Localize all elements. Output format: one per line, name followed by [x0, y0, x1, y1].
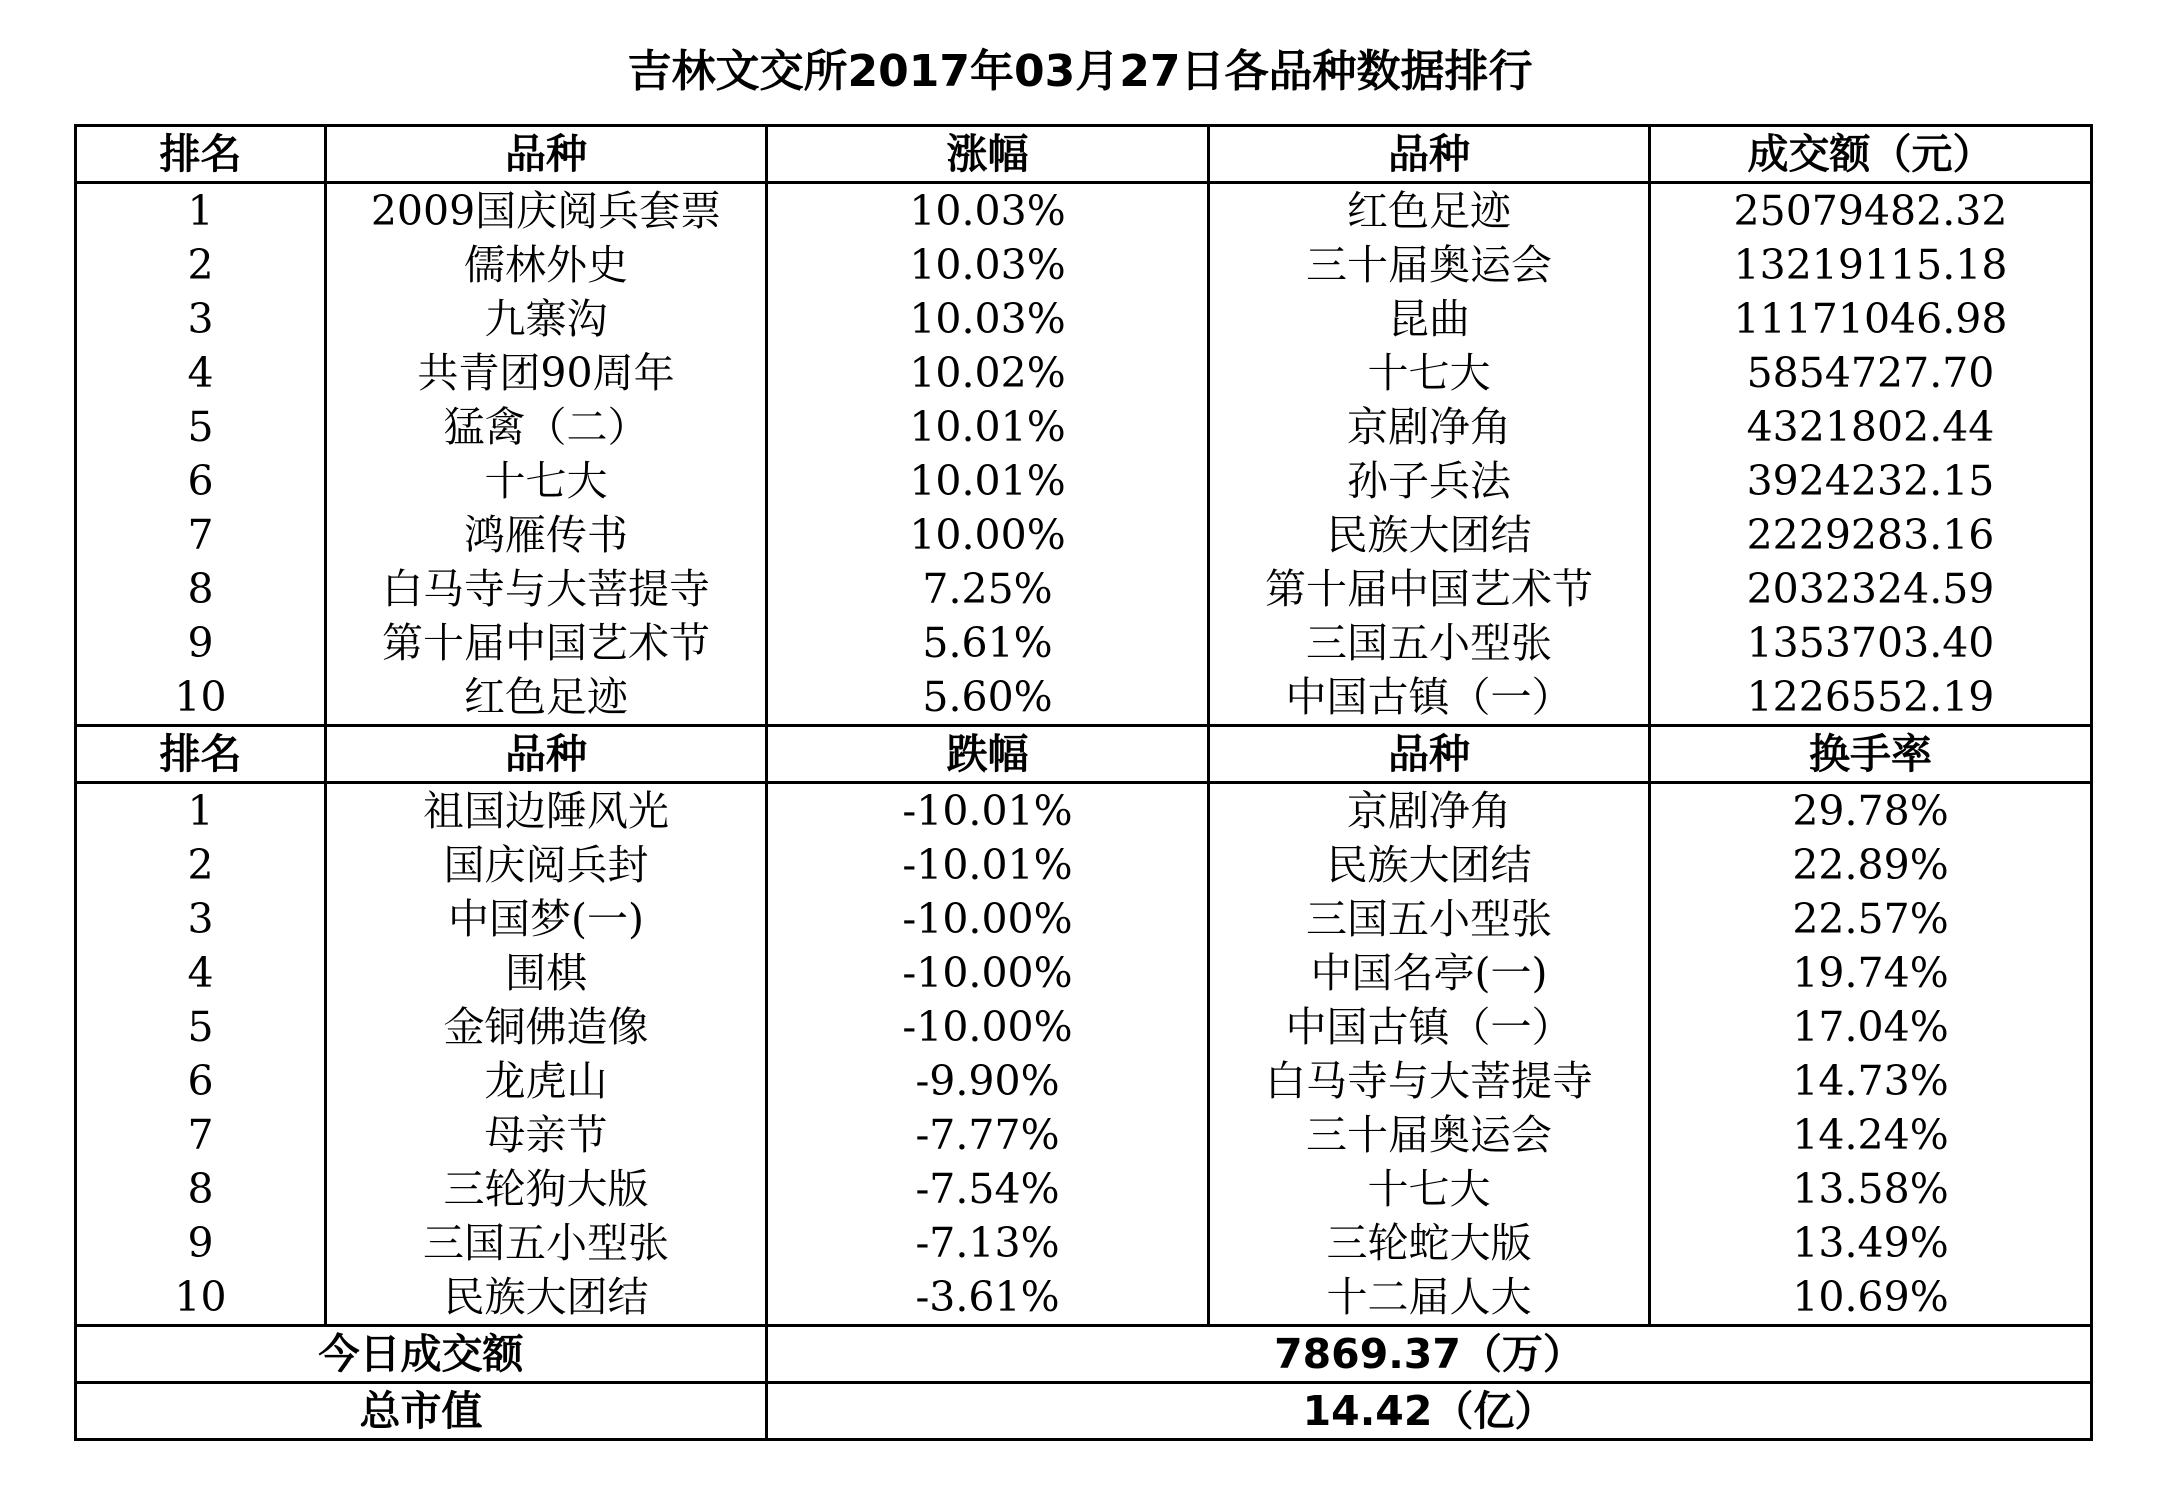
table-row	[76, 1270, 2092, 1326]
rank-cell: 6	[76, 1054, 326, 1108]
item-cell: 中国梦(一)	[326, 892, 767, 946]
table-row	[76, 1054, 2092, 1108]
change-cell: -7.77%	[767, 1108, 1209, 1162]
item-cell: 红色足迹	[326, 670, 767, 726]
value-cell: 13219115.18	[1650, 238, 2092, 292]
rank-cell: 4	[76, 346, 326, 400]
item-cell: 民族大团结	[1209, 838, 1650, 892]
summary-row-market	[76, 1383, 2092, 1440]
value-cell: 1226552.19	[1650, 670, 2092, 726]
item-cell: 白马寺与大菩提寺	[1209, 1054, 1650, 1108]
change-cell: -7.54%	[767, 1162, 1209, 1216]
rank-cell: 2	[76, 838, 326, 892]
item-cell: 十七大	[1209, 1162, 1650, 1216]
loss-header-row	[76, 726, 2092, 783]
item-cell: 京剧净角	[1209, 783, 1650, 839]
value-cell: 14.24%	[1650, 1108, 2092, 1162]
table-row	[76, 1162, 2092, 1216]
gain-header-row	[76, 126, 2092, 183]
table-row	[76, 1216, 2092, 1270]
value-cell: 13.49%	[1650, 1216, 2092, 1270]
item-cell: 中国名亭(一)	[1209, 946, 1650, 1000]
value-cell: 10.69%	[1650, 1270, 2092, 1326]
item-cell: 第十届中国艺术节	[326, 616, 767, 670]
item-cell: 昆曲	[1209, 292, 1650, 346]
header-rank: 排名	[76, 126, 326, 183]
summary-row-today	[76, 1326, 2092, 1383]
gain-rows	[76, 183, 2092, 726]
value-cell: 13.58%	[1650, 1162, 2092, 1216]
change-cell: -9.90%	[767, 1054, 1209, 1108]
change-cell: 10.03%	[767, 292, 1209, 346]
item-cell: 鸿雁传书	[326, 508, 767, 562]
change-cell: 10.01%	[767, 454, 1209, 508]
change-cell: 7.25%	[767, 562, 1209, 616]
table-row	[76, 454, 2092, 508]
item-cell: 三国五小型张	[1209, 892, 1650, 946]
rank-cell: 5	[76, 1000, 326, 1054]
table-row	[76, 946, 2092, 1000]
item-cell: 红色足迹	[1209, 183, 1650, 239]
item-cell: 京剧净角	[1209, 400, 1650, 454]
value-cell: 3924232.15	[1650, 454, 2092, 508]
item-cell: 国庆阅兵封	[326, 838, 767, 892]
value-cell: 25079482.32	[1650, 183, 2092, 239]
value-cell: 4321802.44	[1650, 400, 2092, 454]
item-cell: 猛禽（二）	[326, 400, 767, 454]
value-cell: 29.78%	[1650, 783, 2092, 839]
item-cell: 十七大	[326, 454, 767, 508]
rank-cell: 3	[76, 892, 326, 946]
table-row	[76, 562, 2092, 616]
item-cell: 第十届中国艺术节	[1209, 562, 1650, 616]
item-cell: 中国古镇（一）	[1209, 670, 1650, 726]
table-row	[76, 292, 2092, 346]
change-cell: 10.02%	[767, 346, 1209, 400]
value-cell: 2032324.59	[1650, 562, 2092, 616]
item-cell: 民族大团结	[1209, 508, 1650, 562]
rank-cell: 7	[76, 1108, 326, 1162]
header-gain: 涨幅	[767, 126, 1209, 183]
value-cell: 5854727.70	[1650, 346, 2092, 400]
item-cell: 三国五小型张	[1209, 616, 1650, 670]
rank-cell: 10	[76, 1270, 326, 1326]
rank-cell: 6	[76, 454, 326, 508]
item-cell: 龙虎山	[326, 1054, 767, 1108]
change-cell: 5.60%	[767, 670, 1209, 726]
loss-rows	[76, 783, 2092, 1326]
item-cell: 十七大	[1209, 346, 1650, 400]
table-row	[76, 1108, 2092, 1162]
rank-cell: 9	[76, 616, 326, 670]
value-cell: 14.73%	[1650, 1054, 2092, 1108]
change-cell: -10.00%	[767, 1000, 1209, 1054]
value-cell: 22.89%	[1650, 838, 2092, 892]
table-row	[76, 783, 2092, 839]
item-cell: 三国五小型张	[326, 1216, 767, 1270]
item-cell: 金铜佛造像	[326, 1000, 767, 1054]
header-item: 品种	[326, 726, 767, 783]
table-row	[76, 838, 2092, 892]
rank-cell: 8	[76, 1162, 326, 1216]
header-item: 品种	[326, 126, 767, 183]
rank-cell: 4	[76, 946, 326, 1000]
change-cell: -10.00%	[767, 892, 1209, 946]
rank-cell: 8	[76, 562, 326, 616]
value-cell: 1353703.40	[1650, 616, 2092, 670]
rank-cell: 10	[76, 670, 326, 726]
table-row	[76, 1000, 2092, 1054]
table-row	[76, 892, 2092, 946]
rank-cell: 9	[76, 1216, 326, 1270]
item-cell: 儒林外史	[326, 238, 767, 292]
item-cell: 中国古镇（一）	[1209, 1000, 1650, 1054]
item-cell: 白马寺与大菩提寺	[326, 562, 767, 616]
rank-cell: 7	[76, 508, 326, 562]
change-cell: -10.00%	[767, 946, 1209, 1000]
header-item: 品种	[1209, 126, 1650, 183]
rank-cell: 3	[76, 292, 326, 346]
change-cell: -10.01%	[767, 838, 1209, 892]
value-cell: 22.57%	[1650, 892, 2092, 946]
item-cell: 三轮狗大版	[326, 1162, 767, 1216]
item-cell: 2009国庆阅兵套票	[326, 183, 767, 239]
change-cell: 10.00%	[767, 508, 1209, 562]
header-loss: 跌幅	[767, 726, 1209, 783]
item-cell: 三十届奥运会	[1209, 1108, 1650, 1162]
item-cell: 围棋	[326, 946, 767, 1000]
ranking-table	[74, 124, 2093, 1441]
today-turnover-label: 今日成交额	[76, 1326, 767, 1383]
change-cell: -3.61%	[767, 1270, 1209, 1326]
value-cell: 17.04%	[1650, 1000, 2092, 1054]
header-turnover-rate: 换手率	[1650, 726, 2092, 783]
table-row	[76, 508, 2092, 562]
table-row	[76, 616, 2092, 670]
change-cell: 10.03%	[767, 183, 1209, 239]
table-row	[76, 346, 2092, 400]
item-cell: 共青团90周年	[326, 346, 767, 400]
header-turnover-amount: 成交额（元）	[1650, 126, 2092, 183]
table-row	[76, 183, 2092, 239]
change-cell: 10.03%	[767, 238, 1209, 292]
change-cell: 10.01%	[767, 400, 1209, 454]
change-cell: -10.01%	[767, 783, 1209, 839]
rank-cell: 2	[76, 238, 326, 292]
item-cell: 三轮蛇大版	[1209, 1216, 1650, 1270]
table-row	[76, 670, 2092, 726]
item-cell: 十二届人大	[1209, 1270, 1650, 1326]
rank-cell: 1	[76, 783, 326, 839]
rank-cell: 1	[76, 183, 326, 239]
page-title: 吉林文交所2017年03月27日各品种数据排行	[627, 46, 1533, 97]
item-cell: 祖国边陲风光	[326, 783, 767, 839]
item-cell: 民族大团结	[326, 1270, 767, 1326]
item-cell: 孙子兵法	[1209, 454, 1650, 508]
value-cell: 11171046.98	[1650, 292, 2092, 346]
today-turnover-value: 7869.37（万）	[767, 1326, 2092, 1383]
rank-cell: 5	[76, 400, 326, 454]
table-row	[76, 238, 2092, 292]
item-cell: 母亲节	[326, 1108, 767, 1162]
value-cell: 19.74%	[1650, 946, 2092, 1000]
market-value-value: 14.42（亿）	[767, 1383, 2092, 1440]
market-value-label: 总市值	[76, 1383, 767, 1440]
value-cell: 2229283.16	[1650, 508, 2092, 562]
change-cell: 5.61%	[767, 616, 1209, 670]
item-cell: 三十届奥运会	[1209, 238, 1650, 292]
change-cell: -7.13%	[767, 1216, 1209, 1270]
table-row	[76, 400, 2092, 454]
header-rank: 排名	[76, 726, 326, 783]
item-cell: 九寨沟	[326, 292, 767, 346]
header-item: 品种	[1209, 726, 1650, 783]
